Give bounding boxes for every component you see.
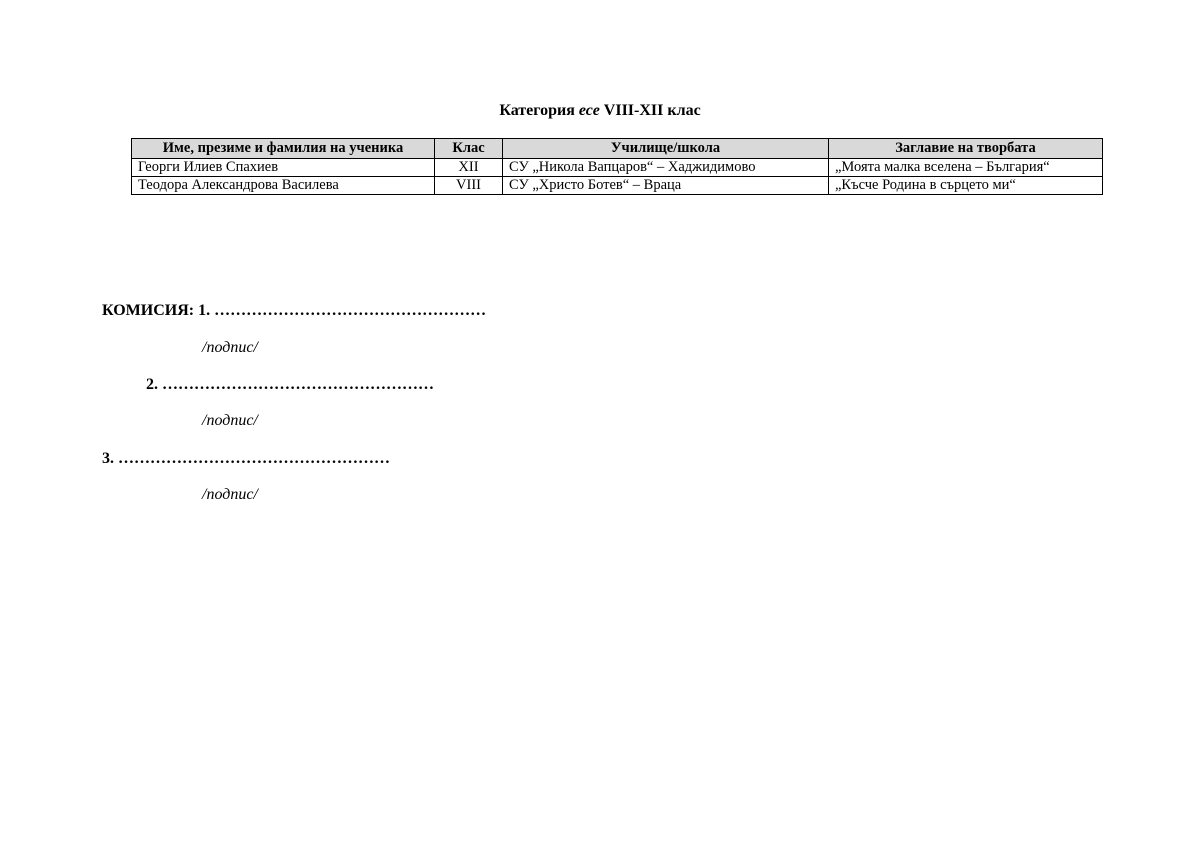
cell-student-name: Георги Илиев Спахиев	[132, 159, 435, 177]
commission-member-2-line: 2. ……………………………………………	[146, 376, 434, 393]
heading-prefix: Категория	[499, 102, 575, 119]
heading-suffix: VIII-XII клас	[603, 102, 701, 119]
table-header-row	[132, 139, 1103, 159]
header-class: Клас	[435, 139, 503, 159]
cell-work-title: „Късче Родина в сърцето ми“	[829, 177, 1103, 195]
category-heading	[0, 100, 1200, 122]
table-row	[132, 159, 1103, 177]
header-school: Училище/школа	[503, 139, 829, 159]
cell-class: VIII	[435, 177, 503, 195]
cell-class: XII	[435, 159, 503, 177]
signature-label-3: /подпис/	[202, 486, 258, 503]
cell-school: СУ „Христо Ботев“ – Враца	[503, 177, 829, 195]
commission-member-1-line: КОМИСИЯ: 1. ……………………………………………	[102, 302, 487, 319]
cell-student-name: Теодора Александрова Василева	[132, 177, 435, 195]
heading-italic-word: есе	[578, 102, 600, 119]
header-student-name: Име, презиме и фамилия на ученика	[132, 139, 435, 159]
header-work-title: Заглавие на творбата	[829, 139, 1103, 159]
signature-label-2: /подпис/	[202, 412, 258, 429]
signature-label-1: /подпис/	[202, 339, 258, 356]
table-row	[132, 177, 1103, 195]
results-table	[131, 138, 1103, 195]
cell-school: СУ „Никола Вапцаров“ – Хаджидимово	[503, 159, 829, 177]
cell-work-title: „Моята малка вселена – България“	[829, 159, 1103, 177]
commission-member-3-line: 3. ……………………………………………	[102, 450, 390, 467]
